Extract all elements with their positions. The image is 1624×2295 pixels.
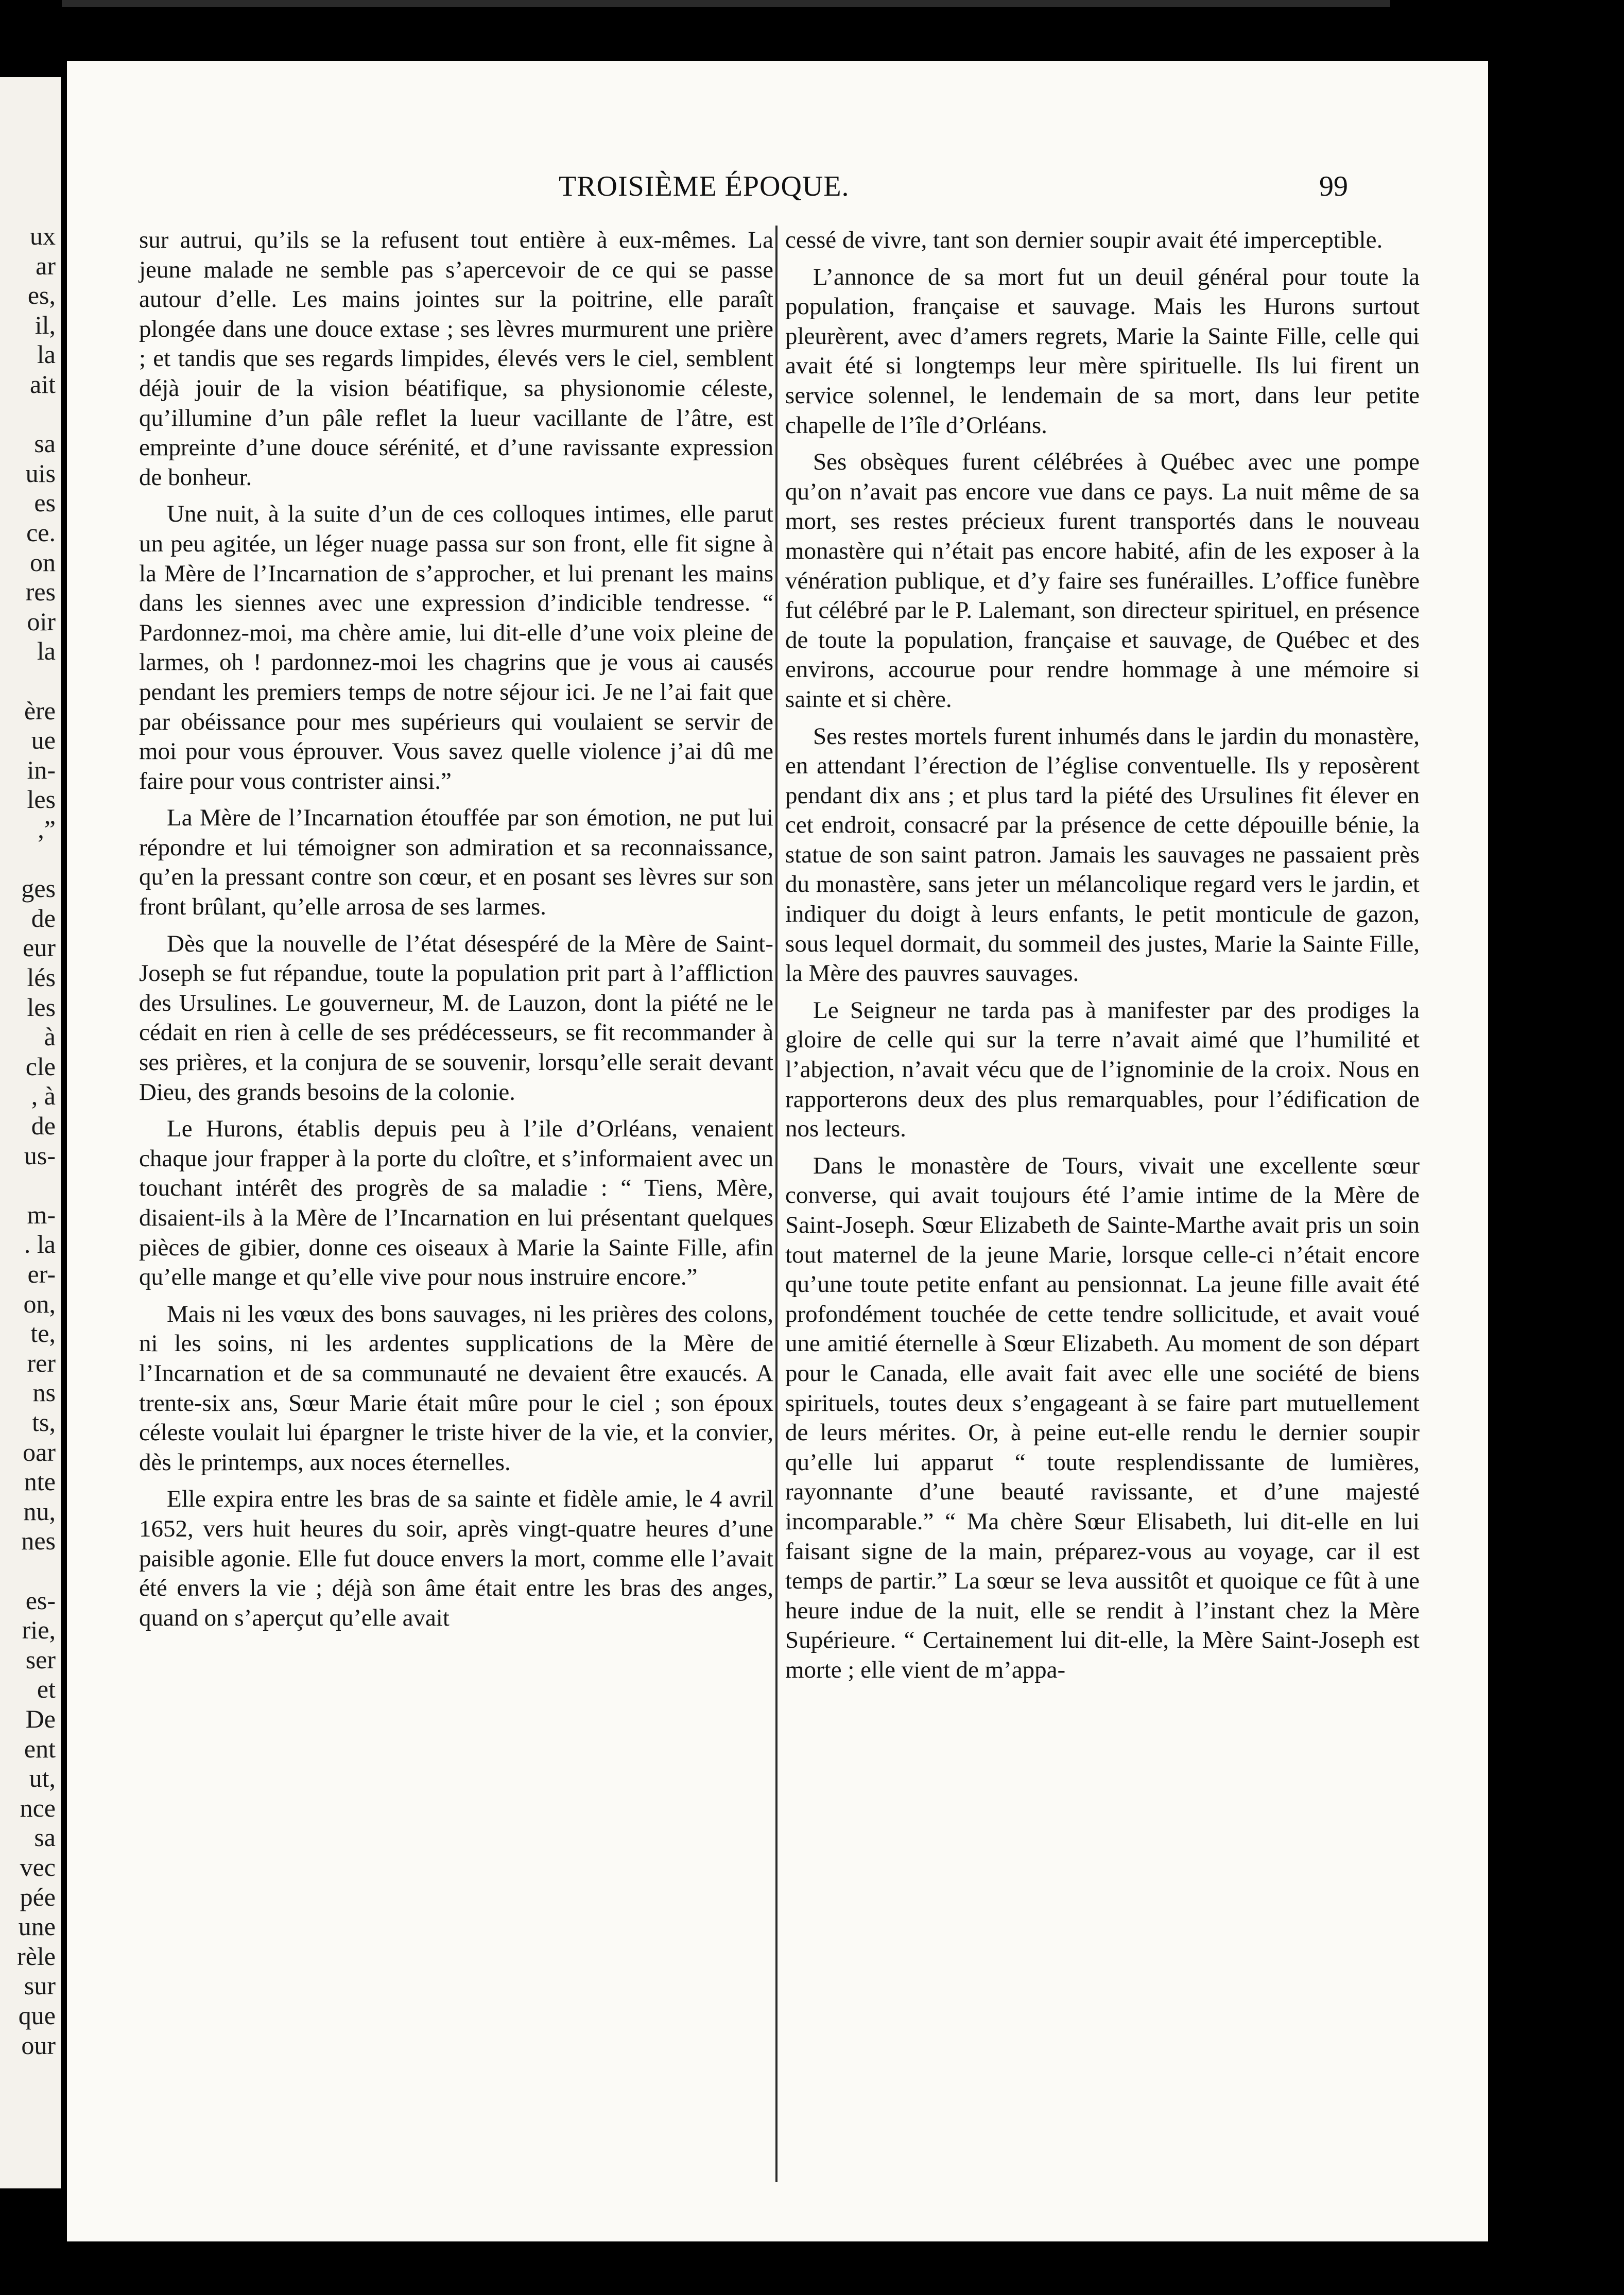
margin-fragment: vec [20, 1853, 56, 1882]
left-text-column [139, 226, 773, 1640]
margin-fragment: que [18, 2001, 56, 2030]
paragraph: L’annonce de sa mort fut un deuil général pour toute la population, française et sauvage. Mais les Hurons surtout pleurèrent, avec d’amers regrets, Marie la Sainte Fille, celle qui avait été si longtemps leur mère spirituelle. Ils lui firent un service solennel, le lendemain de sa mort, dans leur petite chapelle de l’île d’Orléans. [785, 263, 1420, 439]
margin-fragment: ges [21, 874, 56, 903]
margin-fragment: la [37, 636, 56, 666]
margin-fragment: ts, [32, 1408, 56, 1437]
margin-fragment: nce [20, 1793, 56, 1822]
margin-fragment: our [21, 2030, 56, 2060]
paragraph: La Mère de l’Incarnation étouffée par son émotion, ne put lui répondre et lui témoigner son admiration et sa reconnaissance, qu’en la pressant contre son cœur, et en posant ses lèvres sur son front brûlant, qu’elle arrosa de ses larmes. [139, 804, 773, 921]
margin-fragment: cle [25, 1051, 56, 1081]
paragraph: Ses restes mortels furent inhumés dans le jardin du monastère, en attendant l’érection de l’église conventuelle. Ils y reposèrent pendant dix ans ; et plus tard la piété des Ursulines fit élever en cet endroit, consacré par la présence de cette dépouille bénie, la statue de son saint patron. Jamais les sauvages ne passaient près du monastère, sans jeter un mélancolique regard vers le jardin, et indiquer du doigt à leurs enfants, le petit monticule de gazon, sous lequel dormait, du sommeil des justes, Marie la Sainte Fille, la Mère des pauvres sauvages. [785, 722, 1420, 987]
margin-fragment: ue [31, 726, 56, 755]
margin-fragment: , à [31, 1081, 56, 1111]
margin-fragment: il, [34, 310, 56, 339]
paragraph: Elle expira entre les bras de sa sainte et fidèle amie, le 4 avril 1652, vers huit heures du soir, après vingt-quatre heures d’une paisible agonie. Elle fut douce envers la mort, comme elle l’avait été envers la vie ; déjà son âme était entre les bras des anges, quand on s’aperçut qu’elle avait [139, 1486, 773, 1631]
margin-fragment: et [37, 1675, 56, 1704]
margin-fragment: oar [23, 1437, 56, 1466]
paragraph: Mais ni les vœux des bons sauvages, ni les prières des colons, ni les soins, ni les ardentes supplications de la Mère de l’Incarnation et de sa communauté ne devaient être exaucés. A trente-six ans, Sœur Marie était mûre pour le ciel ; son époux céleste voulait lui épargner le triste hiver de la vie, et la convier, dès le printemps, aux noces éternelles. [139, 1300, 773, 1476]
margin-fragment: us- [24, 1141, 56, 1170]
right-text-column [785, 226, 1420, 1693]
margin-fragment: ère [24, 696, 56, 725]
margin-fragment: ,” [38, 815, 56, 843]
top-scan-edge [62, 0, 1390, 7]
margin-fragment: les [27, 992, 56, 1022]
margin-fragment: sa [34, 1823, 56, 1852]
margin-fragment: pée [20, 1882, 56, 1911]
margin-fragment: eur [23, 933, 56, 962]
margin-fragment: es [34, 488, 56, 517]
margin-fragment: te, [30, 1319, 56, 1348]
margin-fragment: De [25, 1704, 56, 1733]
column-divider [775, 226, 778, 2182]
paragraph: Ses obsèques furent célébrées à Québec avec une pompe qu’on n’avait pas encore vue dans ce pays. La nuit même de sa mort, ses restes précieux furent transportés dans le nouveau monastère qui n’était pas encore habité, afin de les exposer à la vénération publique, et d’y faire ses funérailles. L’office funèbre fut célébré par le P. Lalemant, son directeur spirituel, en présence de toute la population, française et sauvage, de Québec et des environs, accourue pour rendre hommage à une mémoire si sainte et si chère. [785, 448, 1420, 713]
margin-fragment: sa [34, 429, 56, 458]
margin-fragment: ce. [26, 518, 56, 547]
margin-fragment: ns [32, 1378, 56, 1407]
margin-fragment: nu, [23, 1496, 56, 1526]
margin-fragment: rie, [22, 1615, 56, 1645]
paragraph: Le Seigneur ne tarda pas à manifester par des prodiges la gloire de celle qui sur la terre n’avait aimé que l’humilité et l’abjection, n’avait vécu que de l’ignominie de la croix. Nous en rapporterons deux des plus remarquables, pour l’édification de nos lecteurs. [785, 996, 1420, 1143]
margin-fragment: ar [36, 251, 56, 280]
margin-fragment: uis [25, 458, 56, 488]
margin-fragment: ser [25, 1645, 56, 1674]
margin-fragment: ent [24, 1734, 56, 1763]
margin-fragment: in- [27, 755, 56, 784]
margin-fragment: la [37, 340, 56, 369]
margin-fragment: . la [24, 1230, 56, 1259]
margin-fragment: à [44, 1022, 56, 1051]
running-title: TROISIÈME ÉPOQUE. [559, 170, 850, 202]
margin-fragment: res [25, 577, 56, 607]
margin-fragment: es, [27, 281, 56, 310]
margin-fragment: les [27, 785, 56, 814]
paragraph: sur autrui, qu’ils se la refusent tout entière à eux-mêmes. La jeune malade ne semble pas s’apercevoir de ce qui se passe autour d’elle. Les mains jointes sur la poitrine, elle paraît plongée dans une douce extase ; ses lèvres murmurent une prière ; et tandis que ses regards limpides, élevés vers le ciel, semblent déjà jouir de la vision béatifique, sa physionomie céleste, qu’illumine d’un pâle reflet la lueur vacillante de l’âtre, est empreinte d’une douce sérénité, et d’une ravissante expression de bonheur. [139, 227, 773, 491]
paragraph: Dans le monastère de Tours, vivait une excellente sœur converse, qui avait toujours été l’amie intime de la Mère de Saint-Joseph. Sœur Elizabeth de Sainte-Marthe avait pris un soin tout maternel de la jeune Marie, lorsque celle-ci n’était encore qu’une toute petite enfant au pensionnat. La jeune fille avait été profondément touchée de cette tendre sollicitude, et avait voué une amitié éternelle à Sœur Elizabeth. Au moment de son départ pour le Canada, elle avait fait avec elle une société de biens spirituels, toutes deux s’engageant à se faire part mutuellement de leurs mérites. Or, à peine eut-elle rendu le dernier soupir qu’elle lui apparut “ toute resplendissante de lumières, rayonnante d’une beauté ravissante, et d’une majesté incomparable.” “ Ma chère Sœur Elisabeth, lui dit-elle en lui faisant signe de la main, préparez-vous au voyage, car il est temps de partir.” La sœur se leva aussitôt et quoique ce fût à une heure indue de la nuit, elle se rendit à l’instant chez la Mère Supérieure. “ Certainement lui dit-elle, la Mère Saint-Joseph est morte ; elle vient de m’appa- [785, 1152, 1420, 1683]
margin-fragment: sur [24, 1971, 56, 2000]
margin-fragment: oir [27, 607, 56, 636]
margin-fragment: on [30, 547, 56, 577]
book-page [67, 61, 1488, 2241]
margin-fragment: rer [27, 1348, 56, 1377]
margin-fragment: ut, [29, 1764, 56, 1793]
paragraph: Dès que la nouvelle de l’état désespéré de la Mère de Saint-Joseph se fut répandue, toute la population prit part à l’affliction des Ursulines. Le gouverneur, M. de Lauzon, dont la piété ne le cédait en rien à celle de ses prédécesseurs, se fit recommander à ses prières, et la conjura de se souvenir, lorsqu’elle serait devant Dieu, des grands besoins de la colonie. [139, 930, 773, 1106]
paragraph: Le Hurons, établis depuis peu à l’ile d’Orléans, venaient chaque jour frapper à la porte du cloître, et s’informaient avec un touchant intérêt des progrès de sa maladie : “ Tiens, Mère, disaient-ils à la Mère de l’Incarnation en lui présentant quelques pièces de gibier, donne ces oiseaux à Marie la Sainte Fille, afin qu’elle mange et qu’elle vive pour nous instruire encore.” [139, 1115, 773, 1291]
margin-fragment: on, [23, 1289, 56, 1318]
margin-fragment: une [18, 1912, 56, 1941]
margin-fragment: ait [30, 370, 56, 399]
margin-fragment: rèle [17, 1941, 56, 1971]
margin-fragment: de [31, 1111, 56, 1140]
margin-fragment: nes [21, 1526, 56, 1556]
margin-fragment: nte [24, 1467, 56, 1496]
margin-fragment: es- [25, 1585, 56, 1615]
margin-fragment: er- [27, 1259, 56, 1288]
margin-fragment: lés [27, 963, 56, 992]
page-header [67, 170, 1488, 216]
paragraph: cessé de vivre, tant son dernier soupir avait été imperceptible. [785, 227, 1383, 253]
margin-fragment: ux [30, 221, 56, 250]
previous-page-margin-fragments [0, 77, 61, 2188]
margin-fragment: de [31, 903, 56, 933]
page-number: 99 [1319, 170, 1348, 202]
margin-fragment: m- [27, 1200, 56, 1229]
paragraph: Une nuit, à la suite d’un de ces colloques intimes, elle parut un peu agitée, un léger nuage passa sur son front, elle fit signe à la Mère de l’Incarnation de s’approcher, et lui prenant les mains dans les siennes avec une expression d’indicible tendresse. “ Pardonnez-moi, ma chère amie, lui dit-elle d’une voix pleine de larmes, oh ! pardonnez-moi les chagrins que je vous ai causés pendant les premiers temps de notre séjour ici. Je ne l’ai fait que par obéissance pour mes supérieurs qui voulaient se servir de moi pour vous éprouver. Vous savez quelle violence j’ai dû me faire pour vous contrister ainsi.” [139, 501, 773, 795]
